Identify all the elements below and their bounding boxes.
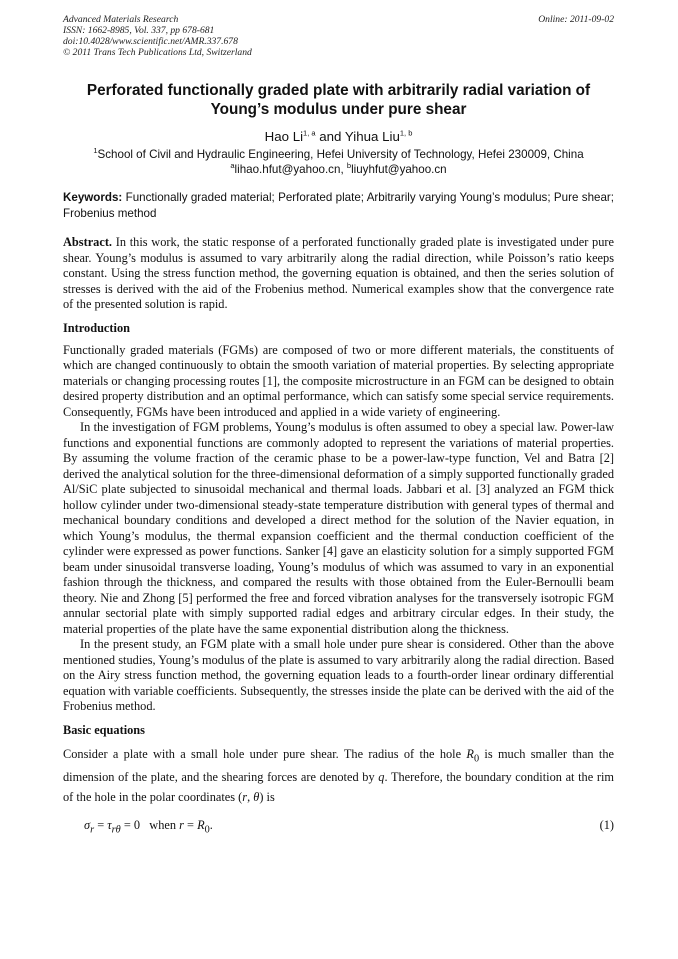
basic-comma: , [247,789,254,804]
keywords-text: Functionally graded material; Perforated plate; Arbitrarily varying Young’s modulus; Pure shear; Frobenius method [63,191,614,220]
email-b-sup: b [346,161,352,171]
basic-text-2: is much smaller than the dimension of the plate, and the shearing forces are denoted by [63,746,614,785]
email-a: lihao.hfut@yahoo.cn [234,163,341,176]
eq-when: = 0 when [120,818,180,833]
equation-number: (1) [599,818,614,833]
symbol-theta: θ [253,789,260,804]
eq-sigma: σ [84,818,91,833]
intro-paragraph-2: In the investigation of FGM problems, Young’s modulus is often assumed to obey a special law. Power-law functions and exponential functions are commonly adopted to represent the variations of material properties. By assuming the volume fraction of the ceramic phase to be a power-law-type function, Vel and Batra [2] derived the analytical solution for the three-dimensional deformation of a simply supported functionally graded Al/SiC plate subjected to sinusoidal mechanical and thermal loads. Jabbari et al. [3] analyzed an FGM thick hollow cylinder under two-dimensional steady-state temperature distribution with general types of thermal and mechanical boundary conditions and developed a direct method for the solution of the Navier equation, in which Young’s modulus, the thermal expansion coefficient and the thermal conduction coefficient of the cylinder were expressed as power functions. Sanker [4] gave an elasticity solution for a simply supported FGM beam under sinusoidal transverse loading, Young’s modulus of which was assumed to vary in an exponential fashion through the thickness, and compared the results with those obtained from the Euler-Bernoulli beam theory. Nie and Zhong [5] performed the free and forced vibration analyses for the transversely isotropic FGM annular sectorial plate with simply supported radial edges and arbitrary circular edges. In their study, the material properties of the plate have the same exponential distribution along the thickness. [63,420,614,636]
author-1-sup: 1, a [303,128,316,138]
email-a-sup: a [230,161,235,171]
eq-R: R [197,818,205,833]
author-and: and [315,129,345,144]
symbol-r: r [242,789,248,804]
issn-line: ISSN: 1662-8985, Vol. 337, pp 678-681 [63,25,215,36]
section-heading-introduction: Introduction [63,320,130,335]
basic-text-4: ) is [259,789,275,804]
author-line [63,129,614,145]
keywords [63,190,614,221]
symbol-R-subscript: 0 [473,752,480,764]
equation-1 [63,817,614,838]
abstract-text: In this work, the static response of a perforated functionally graded plate is investigated under pure shear. Young’s modulus is assumed to vary arbitrarily along the radial direction, while Poisson’s ratio keeps constant. Using the stress function method, the governing equation is obtained, and then the series solution of stresses is derived with the aid of the Frobenius method. Numerical examples show that the convergence rate of the presented solution is rapid. [63,235,614,311]
section-heading-basic-equations: Basic equations [63,722,145,737]
basic-text-1: Consider a plate with a small hole under pure shear. The radius of the hole [63,746,467,761]
abstract-label: Abstract. [63,235,113,249]
affiliation [63,147,614,162]
eq-sigma-subscript: r [90,824,95,836]
eq-equals-1: = [94,818,108,833]
author-1: Hao Li [264,129,304,144]
symbol-R: R [466,746,474,761]
author-2: Yihua Liu [344,129,400,144]
eq-tau: τ [107,818,112,833]
online-date: Online: 2011-09-02 [538,14,614,25]
eq-equals-2: = [183,818,198,833]
abstract [63,235,614,313]
email-b: liuyhfut@yahoo.cn [351,163,447,176]
eq-r: r [179,818,184,833]
eq-R-subscript: 0 [204,824,210,836]
paper-title: Perforated functionally graded plate with arbitrarily radial variation of Young’s modulus under pure shear [86,82,591,118]
email-line [63,162,614,177]
basic-paragraph [63,745,614,808]
doi-line: doi:10.4028/www.scientific.net/AMR.337.678 [63,36,238,47]
copyright-line: © 2011 Trans Tech Publications Ltd, Switzerland [63,47,252,58]
eq-period: . [209,818,213,833]
keywords-label: Keywords: [63,191,123,204]
journal-name: Advanced Materials Research [63,14,179,25]
eq-tau-subscript: rθ [111,824,121,836]
author-2-sup: 1, b [399,128,413,138]
affiliation-sup: 1 [93,146,98,156]
symbol-q: q [378,770,385,785]
intro-paragraph-3: In the present study, an FGM plate with a small hole under pure shear is considered. Other than the above mentioned studies, Young’s modulus of the plate is assumed to vary arbitrarily along the radial direction. Based on the Airy stress function method, the governing equation leads to a fourth-order linear ordinary differential equation with variable coefficients. Subsequently, the stresses inside the plate can be derived with the aid of the Frobenius method. [63,637,614,713]
journal-header [63,14,614,58]
intro-paragraph-1: Functionally graded materials (FGMs) are composed of two or more different materials, the constituents of which are changed continuously to obtain the smooth variation of material properties. By selecting appropriate materials or changing processing routes [1], the composite microstructure in an FGM can be designed to obtain desired property distribution and an optimal performance, which can satisfy some special service requirements. Consequently, FGMs have been introduced and applied in a wide variety of engineering. [63,342,614,419]
affiliation-text: School of Civil and Hydraulic Engineering, Hefei University of Technology, Hefei 230009, China [97,148,584,161]
email-separator: , [340,163,347,176]
basic-text-3: . Therefore, the boundary condition at the rim of the hole in the polar coordinates ( [63,770,614,804]
